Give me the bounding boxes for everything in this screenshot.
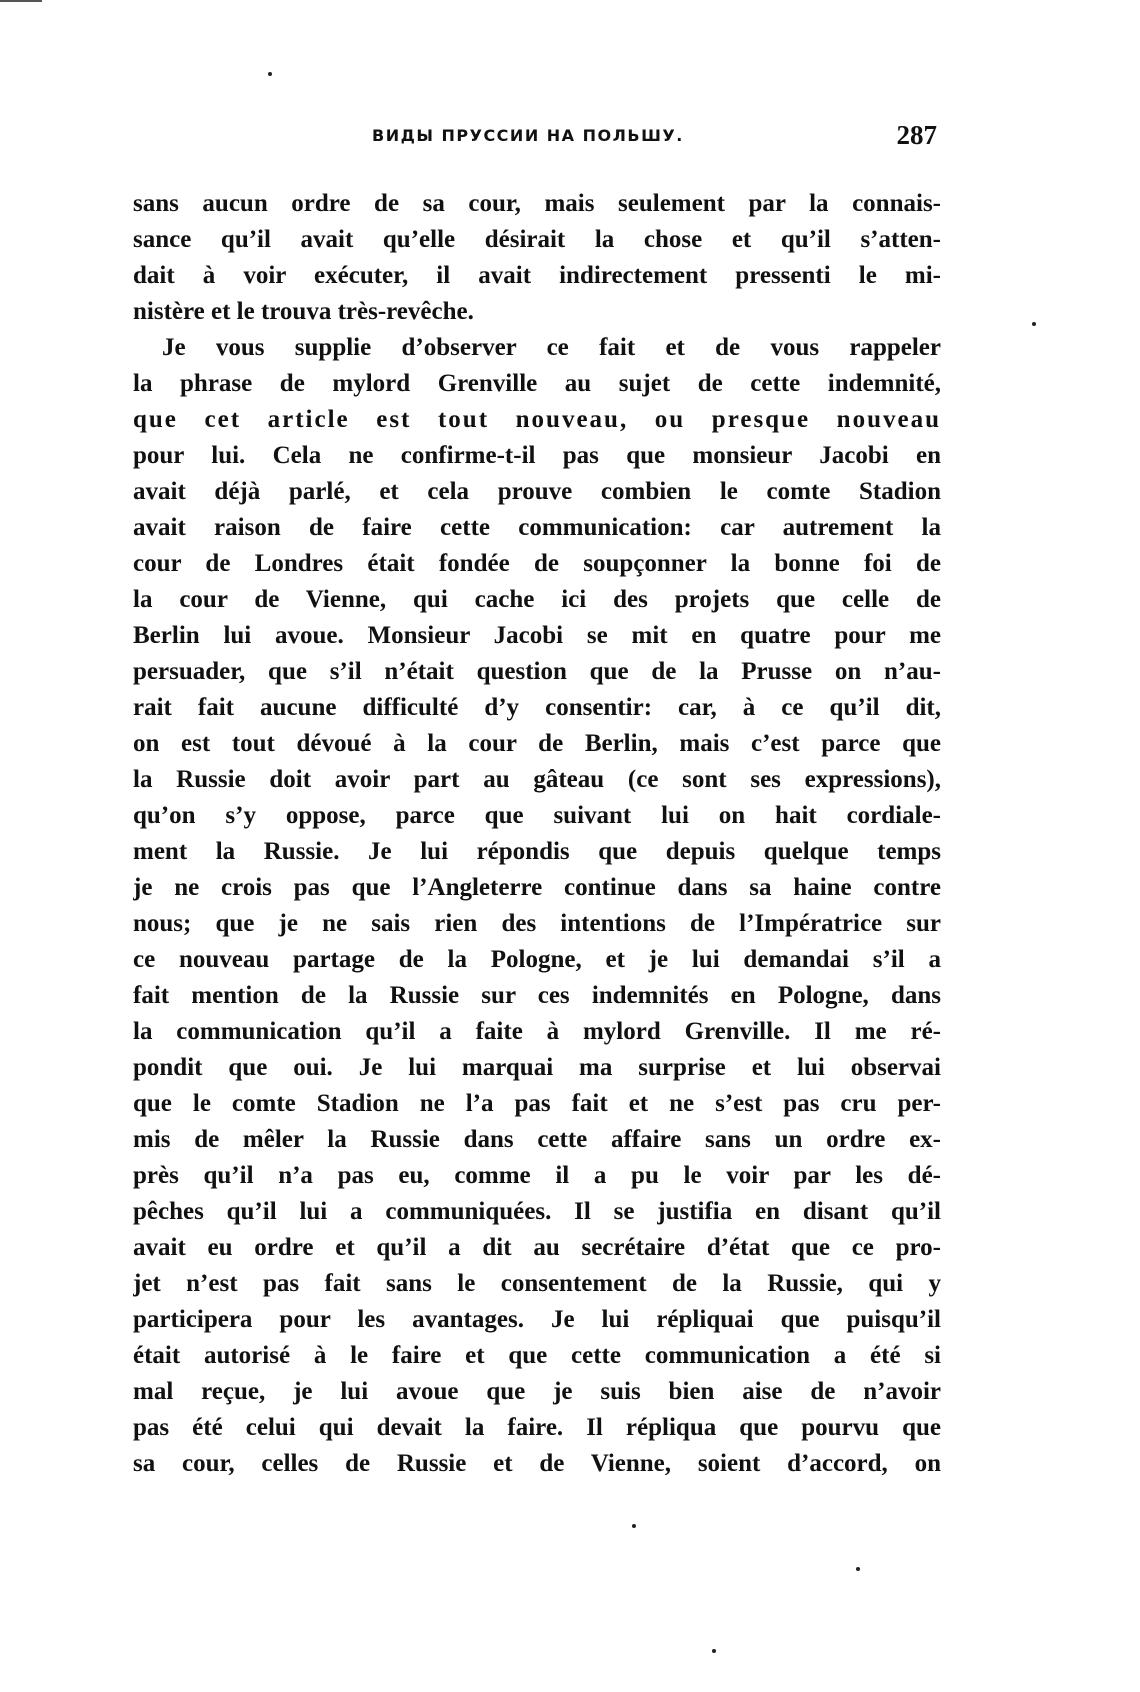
- body-text: [133, 186, 941, 1482]
- text-line: persuader, que s’il n’était question que de la Prusse on n’au-: [133, 658, 941, 685]
- text-line: sance qu’il avait qu’elle désirait la chose et qu’il s’atten-: [133, 226, 941, 253]
- text-line: mis de mêler la Russie dans cette affaire sans un ordre ex-: [133, 1126, 941, 1153]
- text-line: cour de Londres était fondée de soupçonner la bonne foi de: [133, 550, 941, 577]
- text-line: la Russie doit avoir part au gâteau (ce sont ses expressions),: [133, 766, 941, 793]
- text-line: la phrase de mylord Grenville au sujet de cette indemnité,: [133, 370, 941, 397]
- text-line: pondit que oui. Je lui marquai ma surprise et lui observai: [133, 1054, 941, 1081]
- text-line: sans aucun ordre de sa cour, mais seulement par la connais-: [133, 190, 941, 217]
- page-header: [132, 118, 947, 158]
- scan-speck: [712, 1649, 716, 1653]
- text-line: ment la Russie. Je lui répondis que depuis quelque temps: [133, 838, 941, 865]
- text-line: nistère et le trouva très-revêche.: [133, 298, 474, 325]
- text-line: je ne crois pas que l’Angleterre continue dans sa haine contre: [133, 874, 941, 901]
- text-line: avait eu ordre et qu’il a dit au secrétaire d’état que ce pro-: [133, 1234, 941, 1261]
- text-line: avait déjà parlé, et cela prouve combien le comte Stadion: [133, 478, 941, 505]
- text-line: dait à voir exécuter, il avait indirectement pressenti le mi-: [133, 262, 941, 289]
- text-line: qu’on s’y oppose, parce que suivant lui on hait cordiale-: [133, 802, 941, 829]
- scan-speck: [632, 1524, 636, 1528]
- text-line: rait fait aucune difficulté d’y consentir: car, à ce qu’il dit,: [133, 694, 941, 721]
- scan-speck: [856, 1567, 860, 1571]
- text-line: participera pour les avantages. Je lui répliquai que puisqu’il: [133, 1306, 941, 1333]
- text-line: jet n’est pas fait sans le consentement de la Russie, qui y: [133, 1270, 941, 1297]
- page-number: 287: [896, 120, 937, 150]
- text-line: que cet article est tout nouveau, ou presque nouveau: [133, 406, 941, 433]
- scan-speck: [1032, 322, 1036, 326]
- text-line: nous; que je ne sais rien des intentions de l’Impératrice sur: [133, 910, 941, 937]
- text-line: fait mention de la Russie sur ces indemnités en Pologne, dans: [133, 982, 941, 1009]
- text-line: Berlin lui avoue. Monsieur Jacobi se mit en quatre pour me: [133, 622, 941, 649]
- text-line: mal reçue, je lui avoue que je suis bien aise de n’avoir: [133, 1378, 941, 1405]
- text-line: était autorisé à le faire et que cette communication a été si: [133, 1342, 941, 1369]
- text-line: on est tout dévoué à la cour de Berlin, mais c’est parce que: [133, 730, 941, 757]
- text-line: sa cour, celles de Russie et de Vienne, soient d’accord, on: [133, 1450, 941, 1477]
- text-line: que le comte Stadion ne l’a pas fait et ne s’est pas cru per-: [133, 1090, 941, 1117]
- text-line: avait raison de faire cette communication: car autrement la: [133, 514, 941, 541]
- text-line: pêches qu’il lui a communiquées. Il se justifia en disant qu’il: [133, 1198, 941, 1225]
- text-line: ce nouveau partage de la Pologne, et je lui demandai s’il a: [133, 946, 941, 973]
- text-line: pas été celui qui devait la faire. Il répliqua que pourvu que: [133, 1414, 941, 1441]
- text-line: la communication qu’il a faite à mylord Grenville. Il me ré-: [133, 1018, 941, 1045]
- paragraph-start-line: Je vous supplie d’observer ce fait et de vous rappeler: [162, 334, 941, 361]
- text-line: près qu’il n’a pas eu, comme il a pu le voir par les dé-: [133, 1162, 941, 1189]
- scan-speck: [268, 72, 272, 76]
- scan-edge-mark: [0, 0, 42, 2]
- running-head: ВИДЫ ПРУССИИ НА ПОЛЬШУ.: [372, 126, 684, 145]
- text-line: la cour de Vienne, qui cache ici des projets que celle de: [133, 586, 941, 613]
- text-line: pour lui. Cela ne confirme-t-il pas que monsieur Jacobi en: [133, 442, 941, 469]
